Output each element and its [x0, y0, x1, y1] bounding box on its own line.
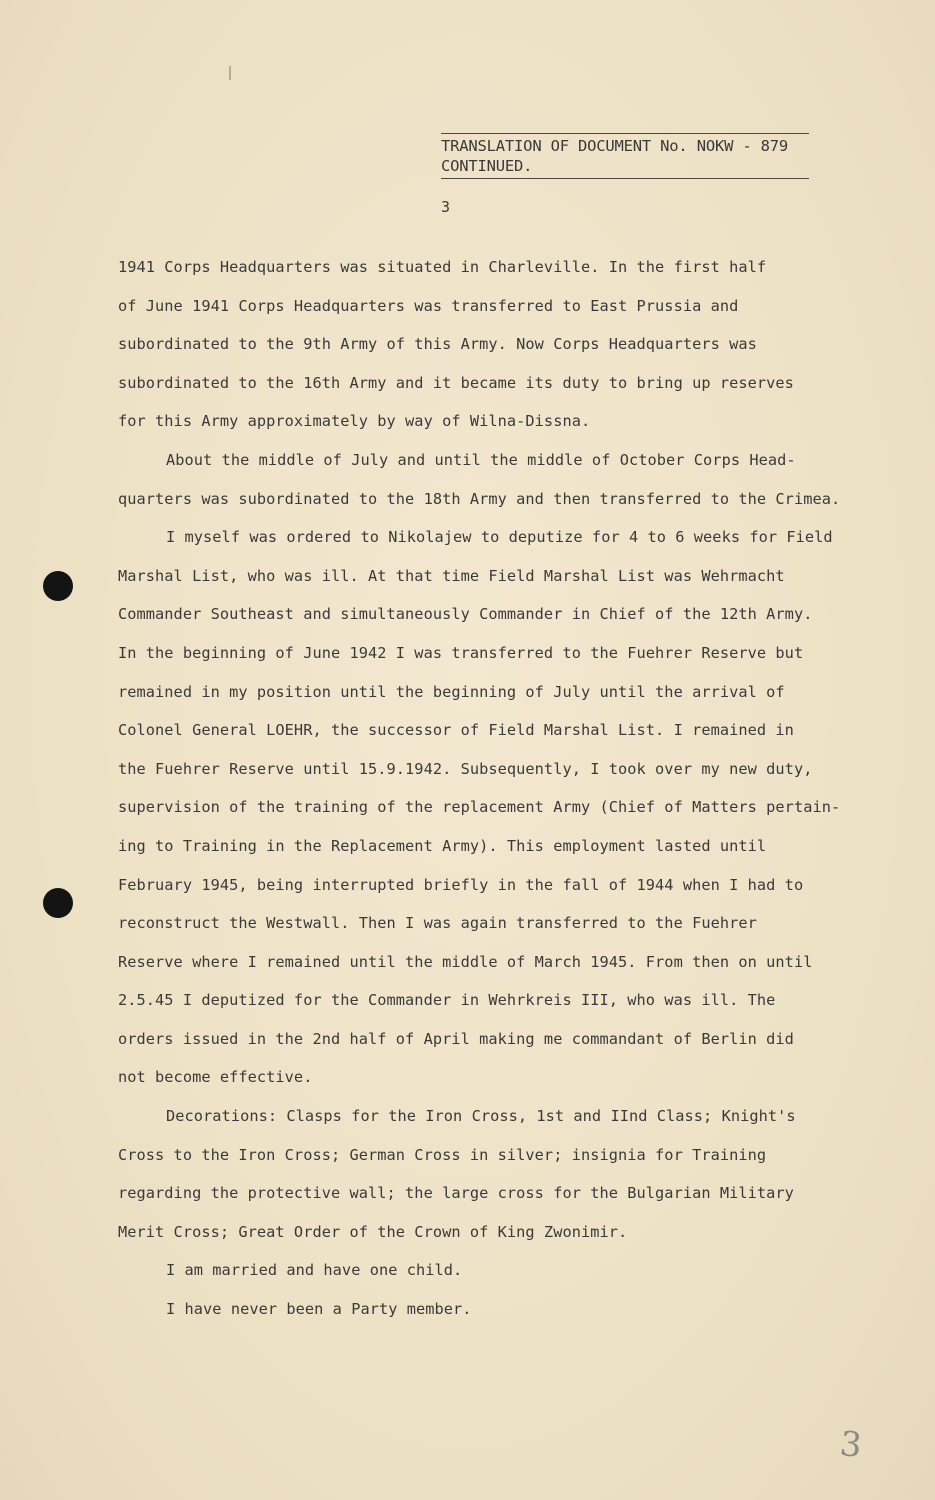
text-line: Cross to the Iron Cross; German Cross in silver; insignia for Training	[118, 1145, 767, 1164]
pencil-tick-mark	[229, 66, 231, 80]
text-line: I have never been a Party member.	[166, 1300, 472, 1319]
text-line: orders issued in the 2nd half of April making me commandant of Berlin did	[118, 1029, 794, 1048]
text-line: reconstruct the Westwall. Then I was again transferred to the Fuehrer	[118, 914, 757, 933]
text-line: supervision of the training of the replacement Army (Chief of Matters pertain-	[118, 798, 841, 817]
text-line: subordinated to the 9th Army of this Army. Now Corps Headquarters was	[118, 335, 757, 354]
text-line: I am married and have one child.	[166, 1261, 463, 1280]
text-line: Decorations: Clasps for the Iron Cross, 1st and IInd Class; Knight's	[166, 1107, 796, 1126]
text-line: ing to Training in the Replacement Army). This employment lasted until	[118, 836, 767, 855]
punch-hole-top	[43, 571, 73, 601]
text-line: About the middle of July and until the middle of October Corps Head-	[166, 450, 796, 469]
header-underline	[441, 178, 809, 179]
header-continued: CONTINUED.	[441, 157, 533, 175]
text-line: Reserve where I remained until the middle of March 1945. From then on until	[118, 952, 813, 971]
text-line: I myself was ordered to Nikolajew to deputize for 4 to 6 weeks for Field	[166, 528, 833, 547]
page-number: 3	[441, 198, 451, 216]
text-line: Merit Cross; Great Order of the Crown of King Zwonimir.	[118, 1222, 628, 1241]
text-line: regarding the protective wall; the large cross for the Bulgarian Military	[118, 1184, 794, 1203]
text-line: 2.5.45 I deputized for the Commander in Wehrkreis III, who was ill. The	[118, 991, 776, 1010]
text-line: In the beginning of June 1942 I was transferred to the Fuehrer Reserve but	[118, 643, 804, 662]
text-line: February 1945, being interrupted briefly in the fall of 1944 when I had to	[118, 875, 804, 894]
document-header	[441, 133, 809, 179]
text-line: quarters was subordinated to the 18th Army and then transferred to the Crimea.	[118, 489, 841, 508]
text-line: the Fuehrer Reserve until 15.9.1942. Subsequently, I took over my new duty,	[118, 759, 813, 778]
text-line: not become effective.	[118, 1068, 313, 1087]
body-text	[118, 248, 878, 1329]
text-line: subordinated to the 16th Army and it became its duty to bring up reserves	[118, 373, 794, 392]
handwritten-page-mark: 3	[837, 1423, 864, 1467]
text-line: of June 1941 Corps Headquarters was transferred to East Prussia and	[118, 296, 739, 315]
text-line: 1941 Corps Headquarters was situated in Charleville. In the first half	[118, 258, 767, 276]
header-title: TRANSLATION OF DOCUMENT No. NOKW - 879	[441, 133, 809, 156]
punch-hole-bottom	[43, 888, 73, 918]
text-line: Colonel General LOEHR, the successor of Field Marshal List. I remained in	[118, 721, 794, 740]
text-line: for this Army approximately by way of Wilna-Dissna.	[118, 412, 591, 431]
text-line: Commander Southeast and simultaneously Commander in Chief of the 12th Army.	[118, 605, 813, 624]
text-line: Marshal List, who was ill. At that time Field Marshal List was Wehrmacht	[118, 566, 785, 585]
text-line: remained in my position until the beginning of July until the arrival of	[118, 682, 785, 701]
